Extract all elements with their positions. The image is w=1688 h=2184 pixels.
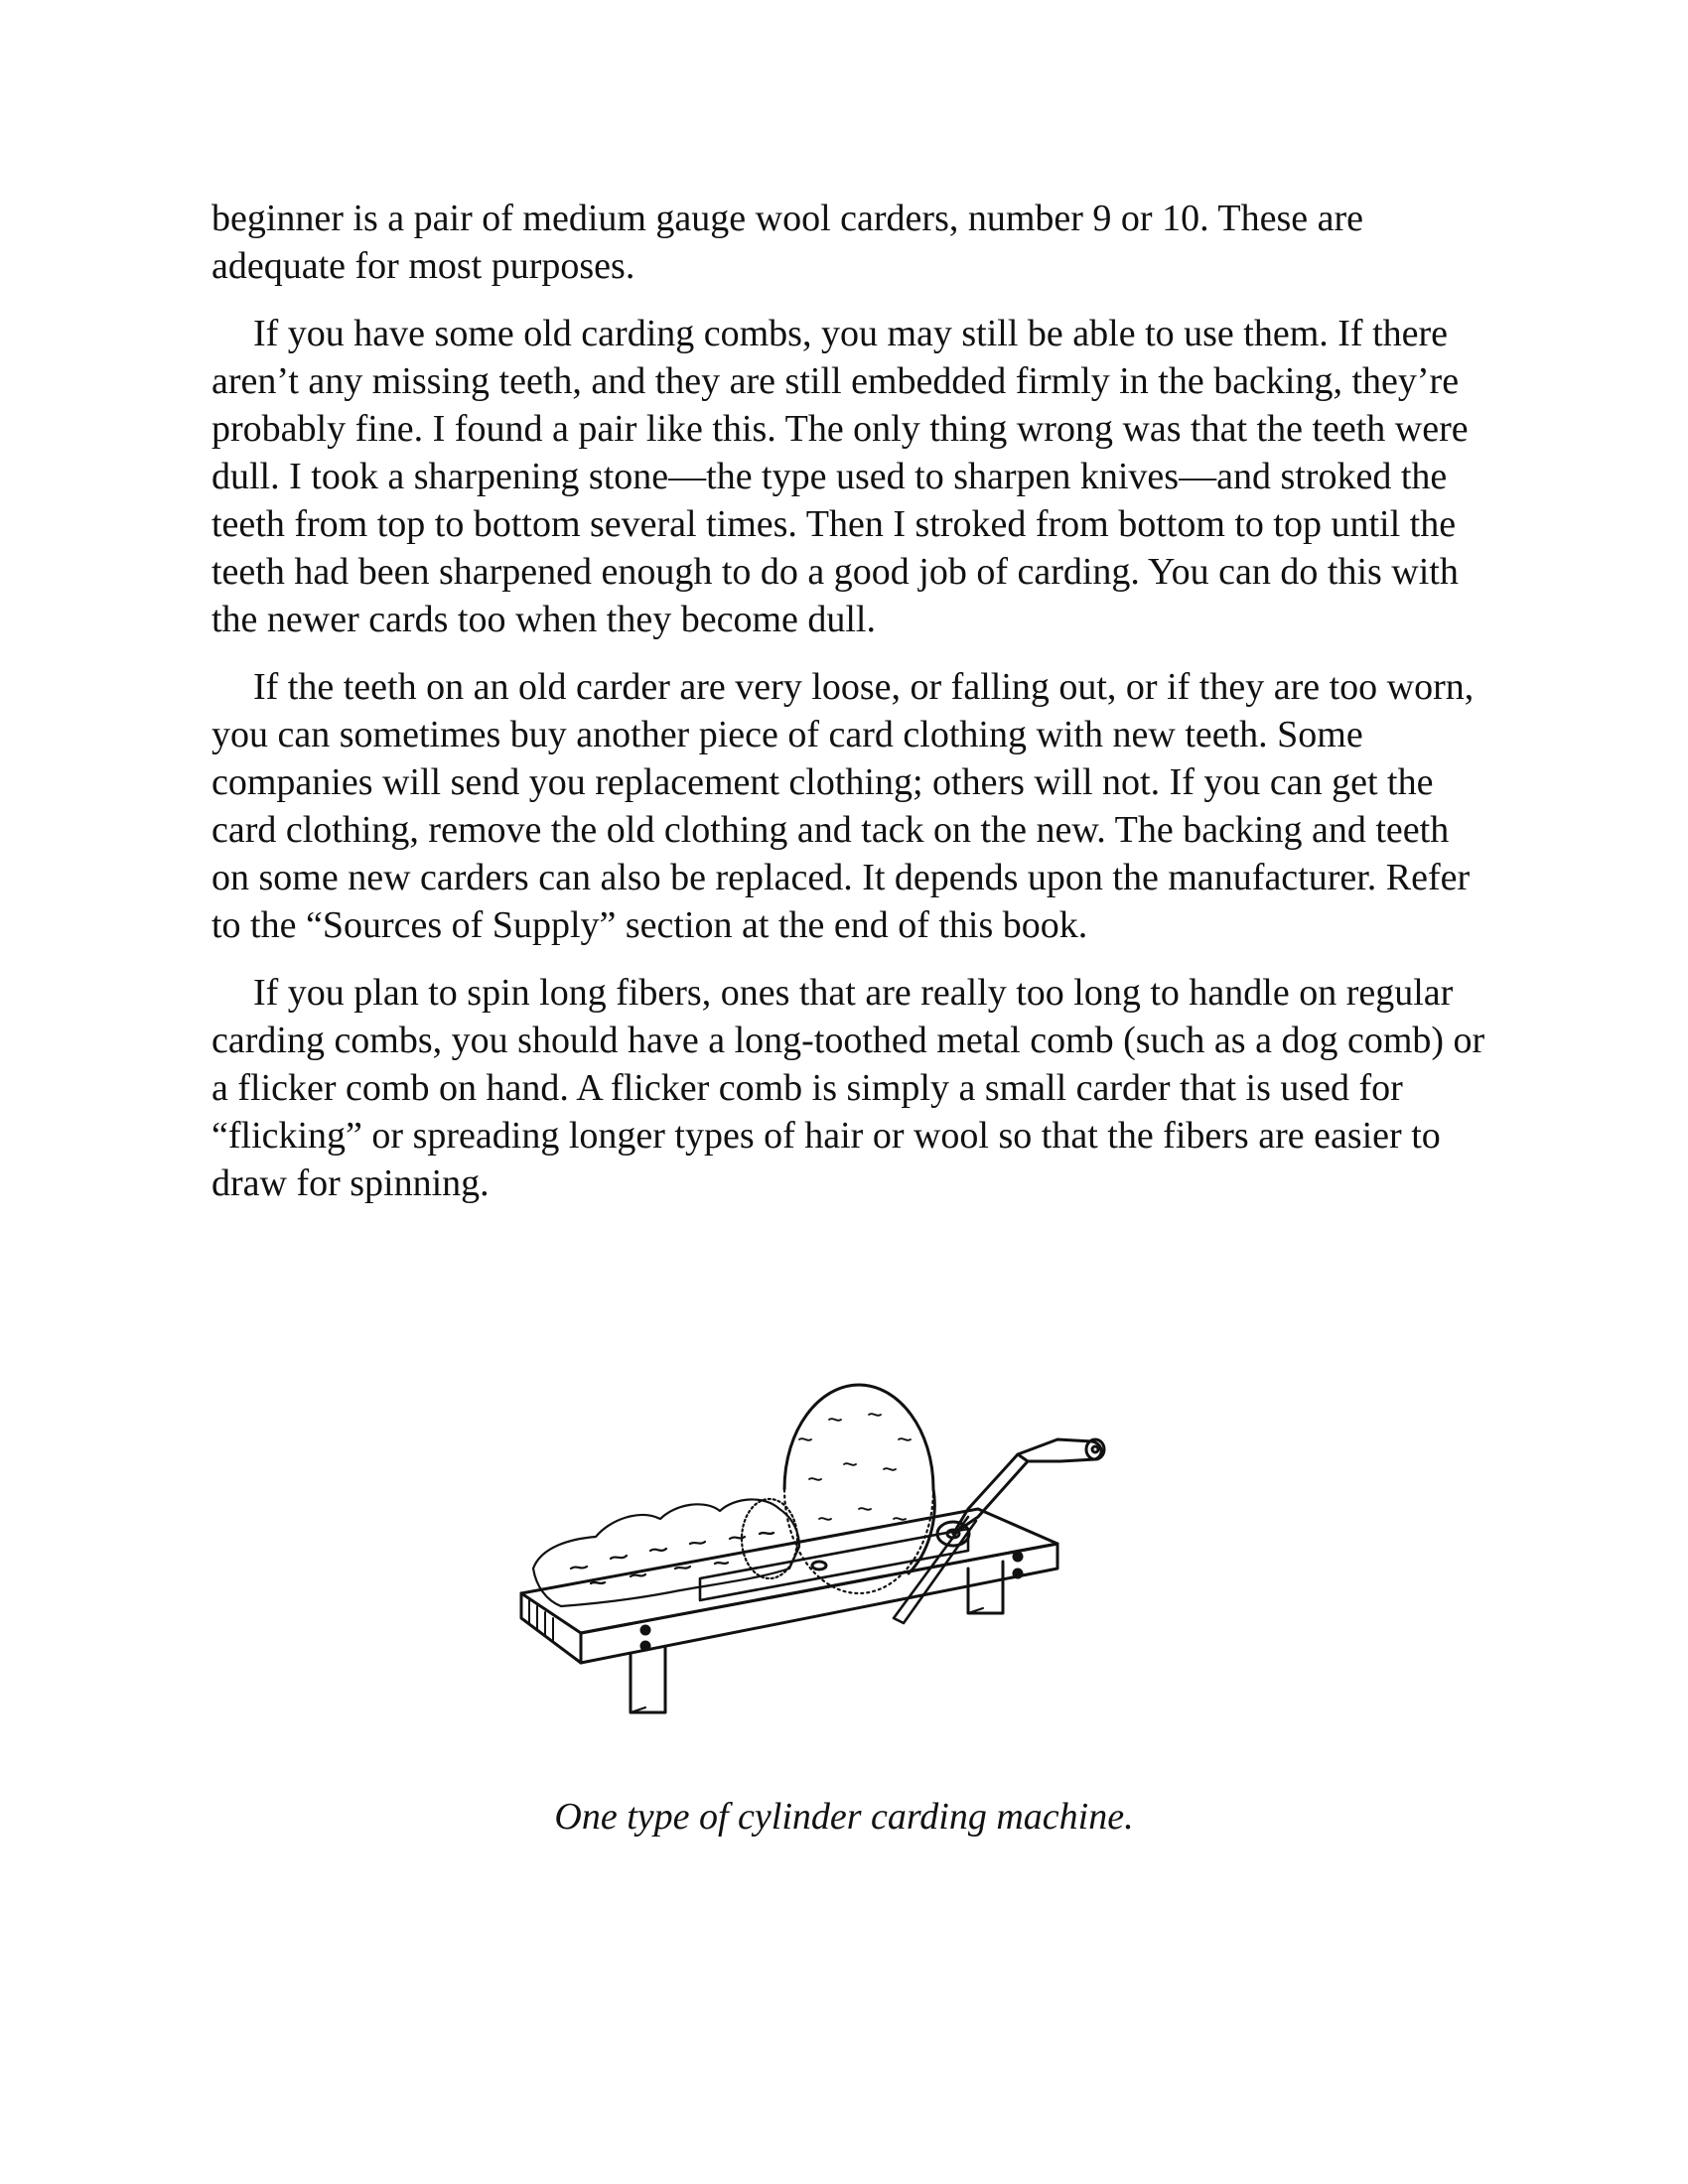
figure-caption: One type of cylinder carding machine. [554, 1796, 1134, 1838]
paragraph-loose-teeth: If the teeth on an old carder are very loose, or falling out, or if they are too worn, you can sometimes buy another piece of card clothing with new teeth. Some companies will send you replacement clothing; others will not. If you can get the card clothing, remove the old clothing and tack on the new. The backing and teeth on some new carders can also be replaced. It depends upon the manufacturer. Refer to the “Sources of Supply” section at the end of this book. [211, 666, 1475, 946]
wooden-frame [521, 1509, 1057, 1712]
body-text [211, 195, 1492, 1227]
paragraph-long-fibers: If you plan to spin long fibers, ones that are really too long to handle on regular carding combs, you should have a long-toothed metal comb (such as a dog comb) or a flicker comb on hand. A flicker comb is simply a small carder that is used for “flicking” or spreading longer types of hair or wool so that the fibers are easier to draw for spinning. [211, 972, 1485, 1204]
paragraph-continued: beginner is a pair of medium gauge wool carders, number 9 or 10. These are adequate for most purposes. [211, 198, 1364, 287]
paragraph-old-carding-combs: If you have some old carding combs, you may still be able to use them. If there aren’t any missing teeth, and they are still embedded firmly in the backing, they’re probably fine. I found a pair like this. The only thing wrong was that the teeth were dull. I took a sharpening stone—the type used to sharpen knives—and stroked the teeth from top to bottom several times. Then I stroked from bottom to top until the teeth had been sharpened enough to do a good job of carding. You can do this with the newer cards too when they become dull. [211, 313, 1469, 640]
cylinder-carding-machine-illustration [501, 1370, 1196, 1727]
